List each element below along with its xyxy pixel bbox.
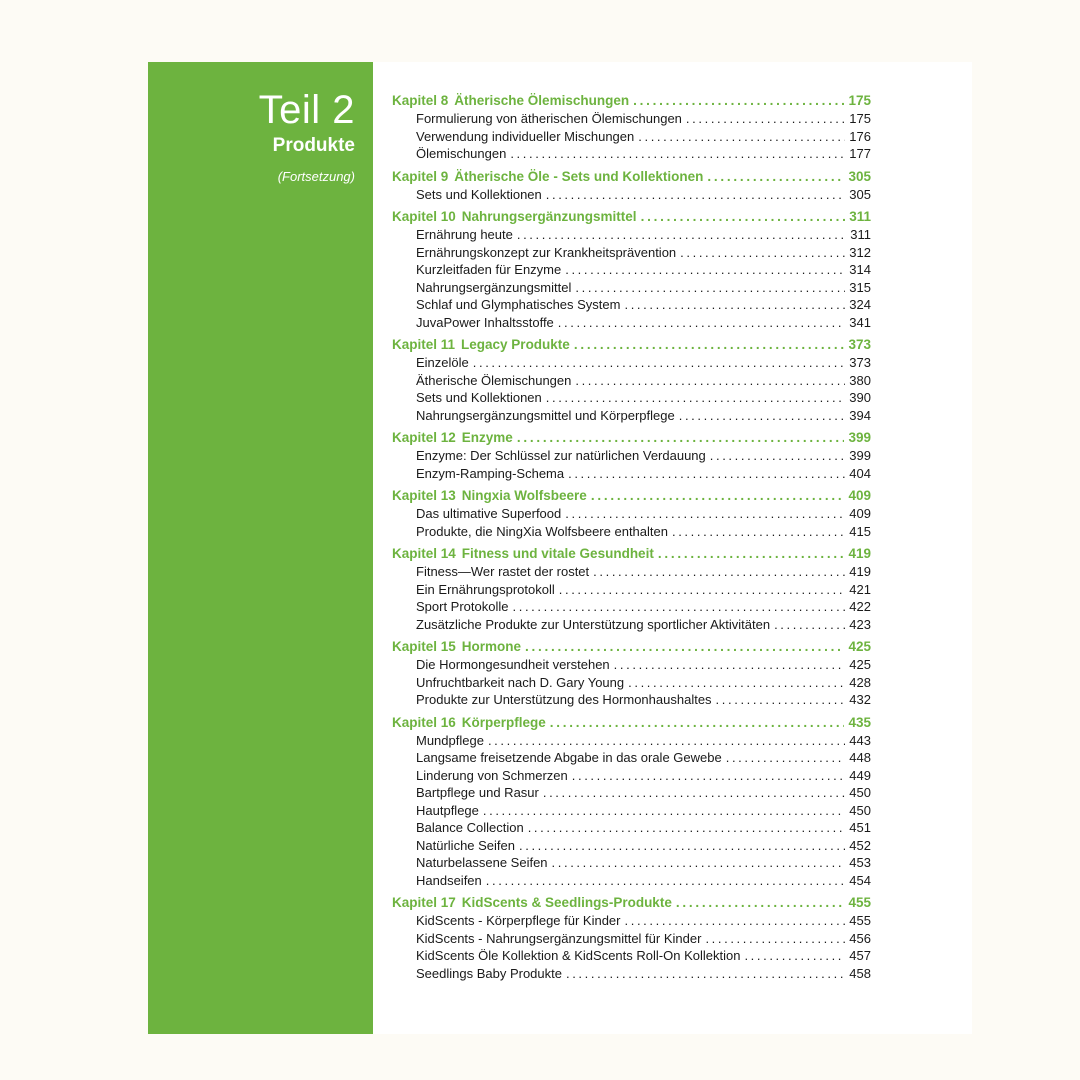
chapter-page-number: 419	[848, 546, 871, 561]
toc-entry-row[interactable]	[392, 784, 871, 802]
chapter-title: Legacy Produkte	[461, 337, 570, 352]
entry-title: Ein Ernährungsprotokoll	[416, 581, 555, 597]
dot-leader	[726, 749, 846, 767]
entry-page-number: 448	[849, 750, 871, 765]
dot-leader	[513, 598, 846, 616]
chapter-heading	[392, 545, 654, 563]
chapter-page-number: 435	[848, 714, 871, 730]
table-of-contents	[392, 92, 871, 987]
chapter-number: Kapitel 13	[392, 488, 456, 503]
entry-title: Schlaf und Glymphatisches System	[416, 297, 621, 312]
toc-entry-row[interactable]	[392, 912, 871, 930]
entry-title: KidScents - Körperpflege für Kinder	[416, 913, 621, 928]
chapter-title: Körperpflege	[461, 714, 546, 730]
chapter-title: Ätherische Ölemischungen	[454, 93, 630, 108]
chapter-heading	[392, 894, 672, 912]
chapter-heading	[392, 487, 587, 505]
entry-title: Bartpflege und Rasur	[416, 785, 539, 800]
dot-leader	[672, 523, 845, 541]
chapter-title: Hormone	[461, 639, 522, 654]
toc-entry-row[interactable]	[392, 732, 871, 750]
entry-page-number: 432	[849, 692, 871, 707]
chapter-heading	[392, 92, 629, 110]
entry-title: Kurzleitfaden für Enzyme	[416, 262, 562, 277]
dot-leader	[483, 802, 845, 820]
entry-title: Verwendung individueller Mischungen	[416, 128, 635, 144]
dot-leader	[546, 186, 846, 204]
entry-page-number: 373	[849, 355, 871, 370]
chapter-title: Enzyme	[461, 430, 513, 445]
entry-page-number: 399	[849, 448, 871, 463]
dot-leader	[565, 505, 845, 523]
toc-entry-row[interactable]	[392, 616, 871, 634]
entry-page-number: 175	[849, 111, 871, 126]
entry-page-number: 457	[849, 948, 871, 963]
toc-chapter	[392, 92, 871, 163]
toc-entry-row[interactable]	[392, 523, 871, 541]
dot-leader	[716, 691, 846, 709]
toc-entry-row[interactable]	[392, 674, 871, 692]
document-page	[148, 62, 972, 1034]
toc-chapter	[392, 168, 871, 204]
toc-chapter	[392, 336, 871, 424]
entry-title: Ölemischungen	[416, 146, 507, 161]
toc-entry-row[interactable]	[392, 837, 871, 855]
toc-entry-row[interactable]	[392, 819, 871, 837]
chapter-heading-row[interactable]	[392, 429, 871, 447]
toc-entry-row[interactable]	[392, 244, 871, 262]
toc-entry-row[interactable]	[392, 581, 871, 599]
entry-title: Sets und Kollektionen	[416, 186, 542, 202]
dot-leader	[625, 912, 846, 930]
entry-title: Balance Collection	[416, 820, 524, 835]
toc-chapter	[392, 208, 871, 331]
entry-page-number: 456	[849, 930, 871, 946]
toc-entry-row[interactable]	[392, 656, 871, 674]
dot-leader	[641, 208, 846, 226]
entry-title: Handseifen	[416, 872, 482, 888]
dot-leader	[488, 732, 845, 750]
entry-page-number: 422	[849, 599, 871, 614]
toc-entry-row[interactable]	[392, 854, 871, 872]
entry-title: Produkte, die NingXia Wolfsbeere enthalten	[416, 523, 668, 539]
chapter-page-number: 175	[848, 93, 871, 108]
entry-title: Langsame freisetzende Abgabe in das orale Gewebe	[416, 750, 722, 765]
chapter-number: Kapitel 15	[392, 639, 456, 654]
chapter-heading	[392, 638, 521, 656]
dot-leader	[575, 372, 845, 390]
entry-page-number: 453	[849, 855, 871, 870]
dot-leader	[517, 429, 845, 447]
dot-leader	[658, 545, 845, 563]
chapter-title: Fitness und vitale Gesundheit	[461, 546, 654, 561]
toc-entry-row[interactable]	[392, 145, 871, 163]
dot-leader	[574, 336, 845, 354]
dot-leader	[546, 389, 846, 407]
entry-page-number: 314	[849, 262, 871, 277]
chapter-heading-row[interactable]	[392, 336, 871, 354]
entry-page-number: 176	[849, 128, 871, 144]
entry-page-number: 421	[849, 581, 871, 597]
entry-title: KidScents Öle Kollektion & KidScents Roll-On Kollektion	[416, 948, 741, 963]
toc-entry-row[interactable]	[392, 872, 871, 890]
toc-entry-row[interactable]	[392, 354, 871, 372]
dot-leader	[568, 465, 845, 483]
entry-title: Naturbelassene Seifen	[416, 855, 548, 870]
chapter-heading	[392, 208, 637, 226]
entry-title: Die Hormongesundheit verstehen	[416, 657, 610, 672]
toc-entry-row[interactable]	[392, 598, 871, 616]
chapter-page-number: 425	[848, 639, 871, 654]
entry-page-number: 305	[849, 186, 871, 202]
chapter-number: Kapitel 12	[392, 430, 456, 445]
entry-title: Linderung von Schmerzen	[416, 767, 568, 783]
toc-entry-row[interactable]	[392, 691, 871, 709]
entry-page-number: 425	[849, 657, 871, 672]
entry-title: Seedlings Baby Produkte	[416, 965, 562, 981]
toc-entry-row[interactable]	[392, 447, 871, 465]
entry-title: Nahrungsergänzungsmittel	[416, 279, 572, 295]
dot-leader	[676, 894, 845, 912]
dot-leader	[565, 261, 845, 279]
entry-page-number: 419	[849, 564, 871, 579]
toc-entry-row[interactable]	[392, 110, 871, 128]
chapter-number: Kapitel 11	[392, 337, 456, 352]
toc-entry-row[interactable]	[392, 261, 871, 279]
toc-entry-row[interactable]	[392, 128, 871, 146]
entry-title: Unfruchtbarkeit nach D. Gary Young	[416, 674, 625, 690]
dot-leader	[593, 563, 845, 581]
chapter-page-number: 409	[848, 488, 871, 503]
entry-page-number: 312	[849, 244, 871, 260]
entry-title: KidScents - Nahrungsergänzungsmittel für Kinder	[416, 930, 702, 946]
chapter-page-number: 455	[848, 895, 871, 910]
dot-leader	[552, 854, 846, 872]
entry-title: Nahrungsergänzungsmittel und Körperpflege	[416, 407, 675, 423]
part-subtitle: Produkte	[272, 135, 355, 156]
toc-chapter	[392, 638, 871, 709]
toc-entry-row[interactable]	[392, 930, 871, 948]
dot-leader	[519, 837, 845, 855]
chapter-heading-row[interactable]	[392, 894, 871, 912]
chapter-title: Ätherische Öle - Sets und Kollektionen	[454, 168, 704, 184]
dot-leader	[628, 674, 845, 692]
toc-entry-row[interactable]	[392, 314, 871, 332]
entry-page-number: 404	[849, 465, 871, 481]
entry-title: Einzelöle	[416, 355, 469, 370]
dot-leader	[510, 145, 845, 163]
dot-leader	[566, 965, 845, 983]
entry-title: Formulierung von ätherischen Ölemischungen	[416, 111, 682, 126]
chapter-number: Kapitel 14	[392, 546, 456, 561]
chapter-heading-row[interactable]	[392, 638, 871, 656]
entry-page-number: 380	[849, 372, 871, 388]
chapter-heading-row[interactable]	[392, 168, 871, 186]
chapter-number: Kapitel 16	[392, 714, 456, 730]
dot-leader	[614, 656, 846, 674]
dot-leader	[744, 947, 845, 965]
dot-leader	[558, 314, 846, 332]
chapter-heading-row[interactable]	[392, 92, 871, 110]
entry-title: Zusätzliche Produkte zur Unterstützung sportlicher Aktivitäten	[416, 616, 771, 632]
entry-page-number: 423	[849, 616, 871, 632]
part-sidebar	[148, 62, 373, 1034]
entry-page-number: 315	[849, 279, 871, 295]
entry-page-number: 458	[849, 965, 871, 981]
entry-page-number: 311	[850, 227, 871, 242]
toc-chapter	[392, 429, 871, 482]
entry-title: Mundpflege	[416, 732, 484, 748]
toc-entry-row[interactable]	[392, 505, 871, 523]
chapter-number: Kapitel 9	[392, 168, 449, 184]
entry-title: Ätherische Ölemischungen	[416, 372, 572, 388]
chapter-page-number: 373	[848, 337, 871, 352]
toc-entry-row[interactable]	[392, 372, 871, 390]
chapter-heading-row[interactable]	[392, 545, 871, 563]
entry-page-number: 454	[849, 872, 871, 888]
entry-page-number: 443	[849, 732, 871, 748]
entry-page-number: 451	[849, 820, 871, 835]
chapter-page-number: 311	[849, 209, 871, 224]
entry-page-number: 324	[849, 297, 871, 312]
entry-title: Hautpflege	[416, 802, 479, 818]
toc-entry-row[interactable]	[392, 965, 871, 983]
toc-entry-row[interactable]	[392, 947, 871, 965]
chapter-number: Kapitel 17	[392, 895, 456, 910]
entry-title: Sets und Kollektionen	[416, 390, 542, 405]
entry-title: JuvaPower Inhaltsstoffe	[416, 314, 554, 330]
chapter-number: Kapitel 8	[392, 93, 449, 108]
dot-leader	[591, 487, 845, 505]
chapter-title: Ningxia Wolfsbeere	[461, 488, 587, 503]
entry-page-number: 449	[849, 767, 871, 783]
toc-chapter	[392, 545, 871, 633]
entry-page-number: 428	[849, 674, 871, 690]
dot-leader	[486, 872, 846, 890]
dot-leader	[572, 767, 846, 785]
dot-leader	[633, 92, 844, 110]
chapter-title: KidScents & Seedlings-Produkte	[461, 895, 672, 910]
toc-entry-row[interactable]	[392, 389, 871, 407]
dot-leader	[686, 110, 845, 128]
toc-entry-row[interactable]	[392, 296, 871, 314]
entry-title: Natürliche Seifen	[416, 837, 515, 853]
chapter-title: Nahrungsergänzungsmittel	[461, 209, 637, 224]
dot-leader	[707, 168, 844, 186]
entry-page-number: 450	[849, 802, 871, 818]
toc-chapter	[392, 894, 871, 982]
toc-entry-row[interactable]	[392, 407, 871, 425]
part-continuation-note: (Fortsetzung)	[277, 169, 355, 184]
chapter-heading-row[interactable]	[392, 487, 871, 505]
entry-title: Ernährung heute	[416, 227, 513, 242]
dot-leader	[705, 930, 845, 948]
entry-page-number: 341	[849, 314, 871, 330]
chapter-heading	[392, 429, 513, 447]
entry-title: Das ultimative Superfood	[416, 506, 562, 521]
toc-chapter	[392, 487, 871, 540]
dot-leader	[525, 638, 844, 656]
entry-page-number: 452	[849, 837, 871, 853]
dot-leader	[528, 819, 846, 837]
dot-leader	[473, 354, 846, 372]
part-title: Teil 2	[258, 88, 355, 132]
toc-entry-row[interactable]	[392, 563, 871, 581]
toc-entry-row[interactable]	[392, 226, 871, 244]
toc-entry-row[interactable]	[392, 465, 871, 483]
entry-page-number: 450	[849, 785, 871, 800]
entry-page-number: 177	[849, 146, 871, 161]
chapter-heading-row[interactable]	[392, 208, 871, 226]
chapter-page-number: 399	[848, 430, 871, 445]
dot-leader	[680, 244, 845, 262]
entry-page-number: 415	[849, 523, 871, 539]
toc-entry-row[interactable]	[392, 279, 871, 297]
chapter-heading	[392, 714, 546, 732]
toc-entry-row[interactable]	[392, 749, 871, 767]
chapter-heading	[392, 168, 703, 186]
dot-leader	[517, 226, 846, 244]
entry-title: Sport Protokolle	[416, 599, 509, 614]
toc-entry-row[interactable]	[392, 186, 871, 204]
toc-chapter	[392, 714, 871, 890]
entry-title: Enzym-Ramping-Schema	[416, 465, 565, 481]
entry-title: Ernährungskonzept zur Krankheitsprävention	[416, 244, 677, 260]
entry-page-number: 409	[849, 506, 871, 521]
dot-leader	[543, 784, 845, 802]
dot-leader	[575, 279, 845, 297]
chapter-number: Kapitel 10	[392, 209, 456, 224]
dot-leader	[774, 616, 845, 634]
entry-title: Fitness—Wer rastet der rostet	[416, 564, 590, 579]
toc-entry-row[interactable]	[392, 767, 871, 785]
entry-title: Produkte zur Unterstützung des Hormonhaushaltes	[416, 692, 712, 707]
entry-page-number: 394	[849, 407, 871, 423]
dot-leader	[710, 447, 846, 465]
entry-page-number: 390	[849, 390, 871, 405]
chapter-heading	[392, 336, 570, 354]
dot-leader	[550, 714, 845, 732]
entry-page-number: 455	[849, 913, 871, 928]
dot-leader	[638, 128, 845, 146]
chapter-page-number: 305	[848, 168, 871, 184]
dot-leader	[624, 296, 845, 314]
chapter-heading-row[interactable]	[392, 714, 871, 732]
toc-entry-row[interactable]	[392, 802, 871, 820]
dot-leader	[679, 407, 846, 425]
entry-title: Enzyme: Der Schlüssel zur natürlichen Verdauung	[416, 448, 706, 463]
dot-leader	[559, 581, 846, 599]
